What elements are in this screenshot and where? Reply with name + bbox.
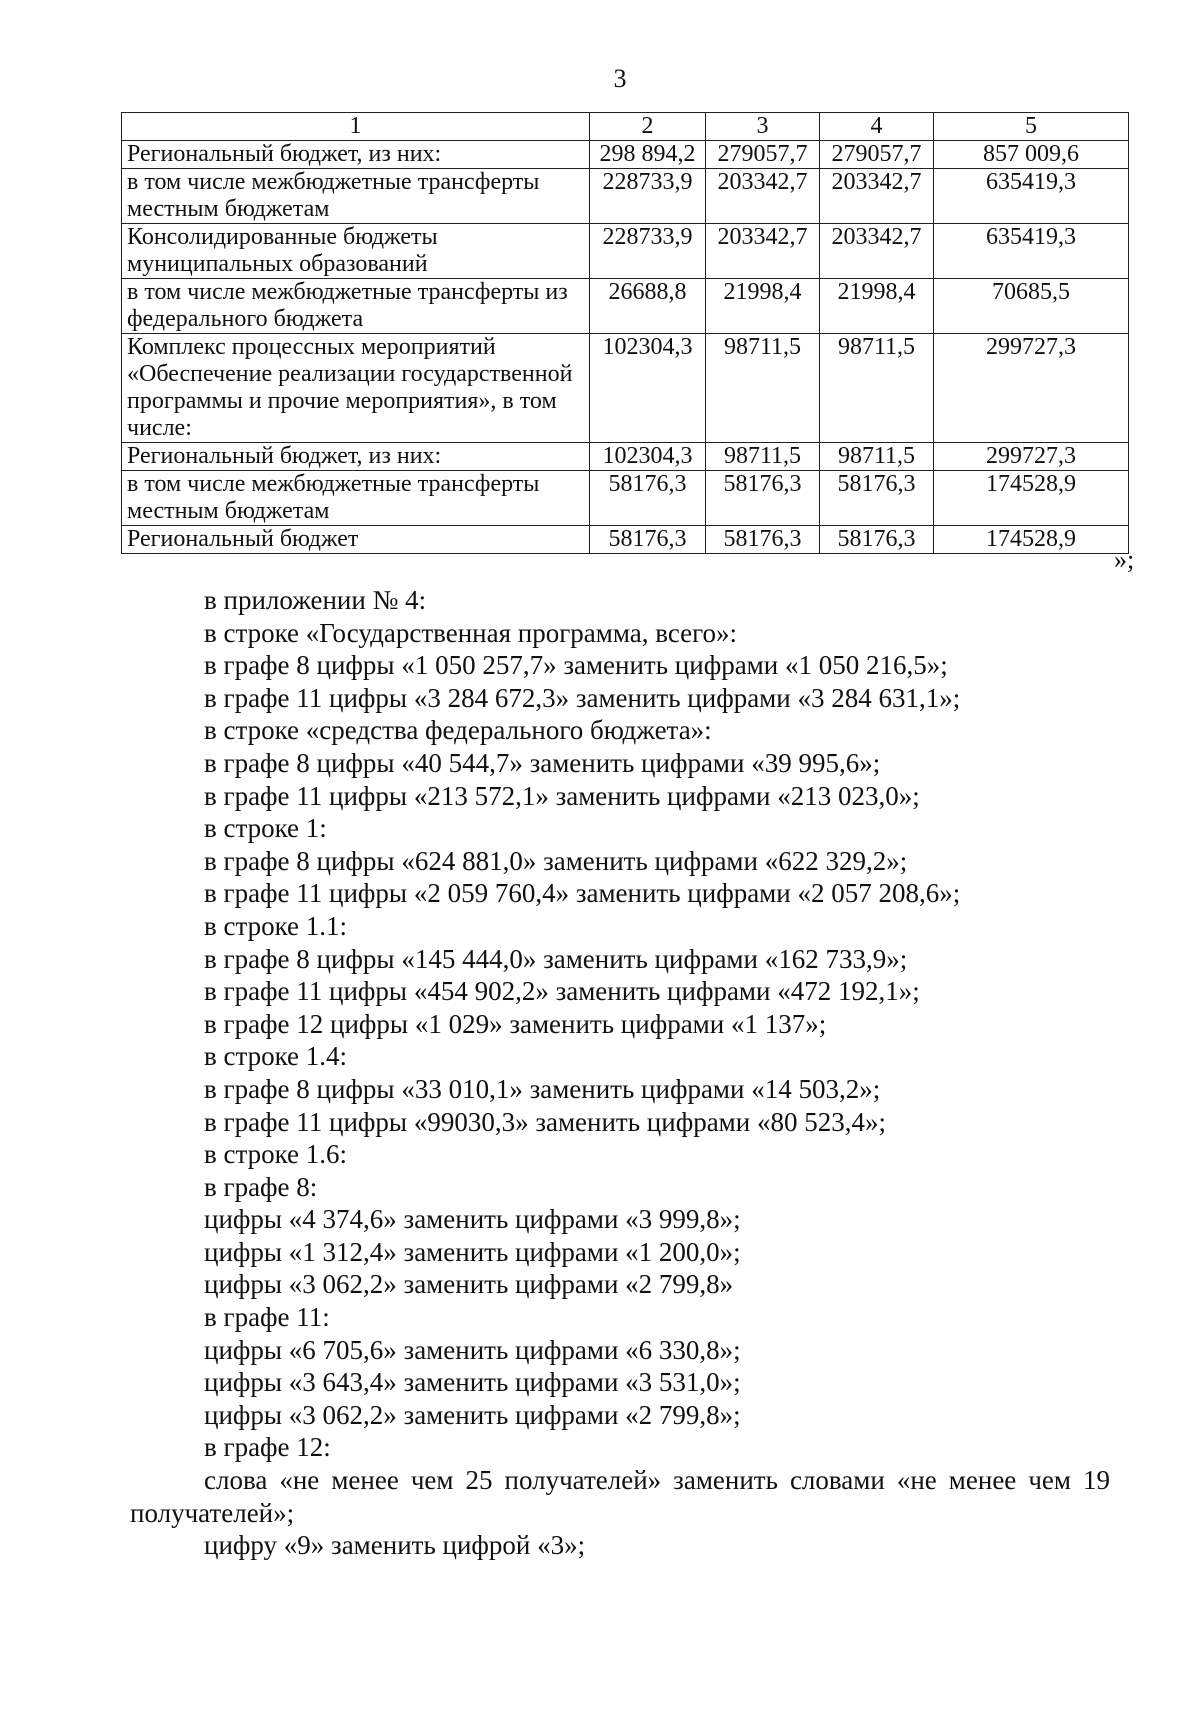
text-line: цифры «4 374,6» заменить цифрами «3 999,8»; [204, 1204, 741, 1235]
row-label: в том числе межбюджетные трансферты местным бюджетам [122, 169, 590, 224]
table-cell: 228733,9 [590, 224, 706, 279]
column-header: 3 [706, 113, 820, 141]
table-row [122, 526, 1129, 554]
column-header: 1 [122, 113, 590, 141]
text-line: в строке «Государственная программа, всего»: [204, 617, 738, 648]
table-row [122, 279, 1129, 334]
table-cell: 58176,3 [590, 526, 706, 554]
table-cell: 299727,3 [934, 334, 1129, 443]
amendment-text [130, 584, 1110, 1562]
text-line: в графе 8: [204, 1171, 318, 1202]
text-line: цифры «3 062,2» заменить цифрами «2 799,8» [204, 1269, 734, 1300]
table-cell: 26688,8 [590, 279, 706, 334]
text-line: в строке 1.6: [204, 1139, 348, 1170]
table-cell: 58176,3 [820, 526, 934, 554]
table-cell: 635419,3 [934, 224, 1129, 279]
table-closing-quote: »; [1114, 545, 1135, 574]
text-line: цифру «9» заменить цифрой «3»; [204, 1530, 586, 1561]
text-line: в графе 11: [204, 1302, 330, 1333]
table-header-row [122, 113, 1129, 141]
table-cell: 70685,5 [934, 279, 1129, 334]
table-cell: 98711,5 [706, 443, 820, 471]
table-cell: 857 009,6 [934, 141, 1129, 169]
table-cell: 298 894,2 [590, 141, 706, 169]
row-label: в том числе межбюджетные трансферты местным бюджетам [122, 471, 590, 526]
text-line: слова «не менее чем 25 получателей» заменить словами «не менее чем 19 получателей»; [130, 1465, 1110, 1528]
row-label: Региональный бюджет [122, 526, 590, 554]
text-line: в графе 11 цифры «2 059 760,4» заменить цифрами «2 057 208,6»; [204, 878, 961, 909]
row-label: Комплекс процессных мероприятий «Обеспечение реализации государственной программы и прочие мероприятия», в том числе: [122, 334, 590, 443]
table-cell: 58176,3 [590, 471, 706, 526]
table-cell: 102304,3 [590, 334, 706, 443]
text-line: в графе 12 цифры «1 029» заменить цифрами «1 137»; [204, 1008, 827, 1039]
text-line: в строке 1.1: [204, 910, 348, 941]
table-cell: 279057,7 [706, 141, 820, 169]
text-line: в графе 11 цифры «213 572,1» заменить цифрами «213 023,0»; [204, 780, 920, 811]
text-line: в графе 11 цифры «99030,3» заменить цифрами «80 523,4»; [204, 1106, 886, 1137]
table-cell: 58176,3 [706, 526, 820, 554]
text-line: в приложении № 4: [204, 585, 427, 615]
table-cell: 98711,5 [820, 334, 934, 443]
budget-table [121, 112, 1129, 554]
row-label: Региональный бюджет, из них: [122, 141, 590, 169]
table-row [122, 471, 1129, 526]
table-cell: 58176,3 [820, 471, 934, 526]
table-cell: 635419,3 [934, 169, 1129, 224]
text-line: цифры «6 705,6» заменить цифрами «6 330,8»; [204, 1334, 741, 1365]
table-cell: 203342,7 [820, 169, 934, 224]
table-cell: 98711,5 [820, 443, 934, 471]
text-line: в графе 8 цифры «624 881,0» заменить цифрами «622 329,2»; [204, 845, 908, 876]
table-cell: 174528,9 [934, 471, 1129, 526]
row-label: Консолидированные бюджеты муниципальных образований [122, 224, 590, 279]
table-cell: 279057,7 [820, 141, 934, 169]
table-cell: 203342,7 [820, 224, 934, 279]
table-row [122, 334, 1129, 443]
table-cell: 21998,4 [820, 279, 934, 334]
table-cell: 58176,3 [706, 471, 820, 526]
text-line: в графе 8 цифры «1 050 257,7» заменить цифрами «1 050 216,5»; [204, 650, 948, 681]
table-cell: 203342,7 [706, 224, 820, 279]
text-line: цифры «3 643,4» заменить цифрами «3 531,0»; [204, 1367, 741, 1398]
text-line: в графе 12: [204, 1432, 331, 1463]
table-row [122, 141, 1129, 169]
table-cell: 174528,9 [934, 526, 1129, 554]
column-header: 5 [934, 113, 1129, 141]
row-label: в том числе межбюджетные трансферты из федерального бюджета [122, 279, 590, 334]
column-header: 2 [590, 113, 706, 141]
table-cell: 21998,4 [706, 279, 820, 334]
text-line: в графе 11 цифры «454 902,2» заменить цифрами «472 192,1»; [204, 976, 920, 1007]
table-row [122, 169, 1129, 224]
text-line: в графе 8 цифры «33 010,1» заменить цифрами «14 503,2»; [204, 1073, 881, 1104]
text-line: в графе 11 цифры «3 284 672,3» заменить цифрами «3 284 631,1»; [204, 682, 961, 713]
table-cell: 98711,5 [706, 334, 820, 443]
table-cell: 102304,3 [590, 443, 706, 471]
text-line: цифры «3 062,2» заменить цифрами «2 799,8»; [204, 1399, 741, 1430]
table-cell: 299727,3 [934, 443, 1129, 471]
page-number: 3 [613, 64, 627, 93]
row-label: Региональный бюджет, из них: [122, 443, 590, 471]
text-line: в строке 1.4: [204, 1041, 348, 1072]
table-cell: 228733,9 [590, 169, 706, 224]
text-line: в строке 1: [204, 813, 327, 844]
text-line: цифры «1 312,4» заменить цифрами «1 200,0»; [204, 1236, 741, 1267]
table-row [122, 443, 1129, 471]
column-header: 4 [820, 113, 934, 141]
text-line: в графе 8 цифры «40 544,7» заменить цифрами «39 995,6»; [204, 747, 881, 778]
text-line: в графе 8 цифры «145 444,0» заменить цифрами «162 733,9»; [204, 943, 908, 974]
table-row [122, 224, 1129, 279]
text-line: в строке «средства федерального бюджета»: [204, 715, 712, 746]
table-cell: 203342,7 [706, 169, 820, 224]
